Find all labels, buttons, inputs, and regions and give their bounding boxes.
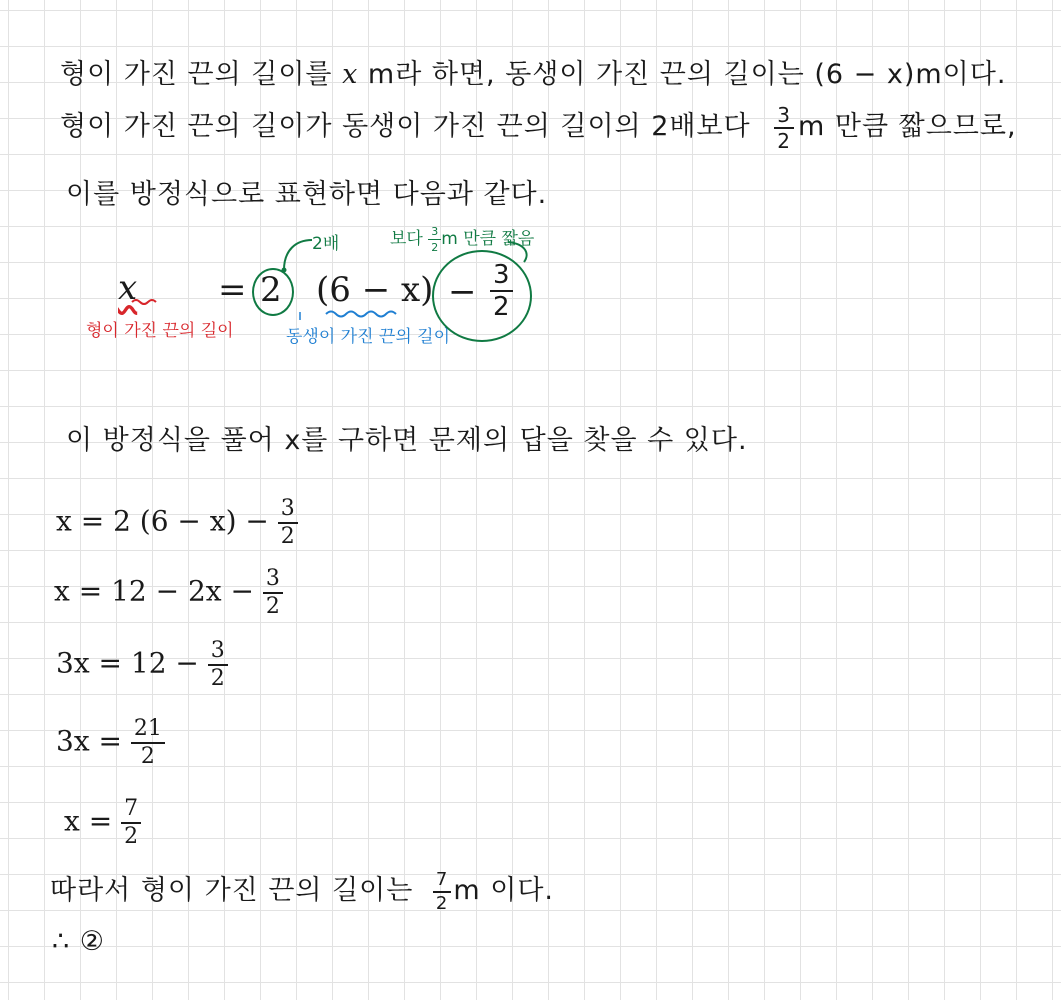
step-1 <box>56 498 298 548</box>
intro-line-2-text-b: m 만큼 짧으므로, <box>797 111 1017 142</box>
label-shorter-text-a: 보다 <box>390 229 423 249</box>
fraction-denominator: 2 <box>280 524 295 549</box>
step-1-fraction <box>278 498 298 548</box>
step-1-lhs: x = <box>56 504 105 538</box>
step-3-fraction <box>208 640 228 690</box>
solve-intro: 이 방정식을 풀어 x를 구하면 문제의 답을 찾을 수 있다. <box>66 425 748 456</box>
fraction-denominator: 2 <box>431 240 439 254</box>
intro-line-1-text-b: m라 하면, 동생이 가진 끈의 길이는 (6 − x)m이다. <box>358 59 1007 90</box>
fraction-numerator: 7 <box>121 798 141 824</box>
fraction-numerator: 3 <box>490 262 513 292</box>
fraction-denominator: 2 <box>265 594 280 619</box>
step-3-lhs: 3x = <box>56 646 122 680</box>
fraction-numerator: 3 <box>428 226 441 240</box>
fraction-denominator: 2 <box>435 892 449 914</box>
label-younger-length: 동생이 가진 끈의 길이 <box>286 327 451 347</box>
fraction-numerator: 3 <box>774 105 794 129</box>
fraction-denominator: 2 <box>140 744 155 769</box>
fraction-numerator: 3 <box>278 498 298 524</box>
fraction-numerator: 3 <box>208 640 228 666</box>
fraction-numerator: 7 <box>433 871 451 893</box>
label-twice: 2배 <box>312 234 340 254</box>
setup-paren: (6 − x) <box>316 270 434 310</box>
conclusion-text-a: 따라서 형이 가진 끈의 길이는 <box>50 875 414 906</box>
fraction-denominator: 2 <box>777 128 791 153</box>
step-4-lhs: 3x = <box>56 724 122 758</box>
step-1-body: 2 (6 − x) − <box>113 504 269 538</box>
answer: ∴ ② <box>52 926 105 957</box>
label-older-length: 형이 가진 끈의 길이 <box>86 321 234 341</box>
conclusion-text-b: m 이다. <box>453 875 555 906</box>
step-5-lhs: x = <box>64 804 113 838</box>
intro-line-1-text-a: 형이 가진 끈의 길이를 <box>60 59 343 90</box>
fraction-denominator: 2 <box>493 292 510 322</box>
step-5-fraction <box>121 798 141 848</box>
step-2-body: 12 − 2x − <box>111 574 254 608</box>
step-4 <box>56 718 165 768</box>
fraction-numerator: 21 <box>131 718 165 744</box>
step-2 <box>54 568 283 618</box>
step-3-body: 12 − <box>130 646 199 680</box>
conclusion-fraction <box>433 868 451 914</box>
step-3 <box>56 640 228 690</box>
setup-minus: − <box>448 272 477 312</box>
fraction-numerator: 3 <box>263 568 283 594</box>
setup-equals: = <box>218 270 247 310</box>
step-4-fraction <box>131 718 165 768</box>
setup-coef: 2 <box>260 270 282 310</box>
intro-line-3: 이를 방정식으로 표현하면 다음과 같다. <box>66 179 548 210</box>
intro-line-2-text-a: 형이 가진 끈의 길이가 동생이 가진 끈의 길이의 2배보다 <box>60 111 751 142</box>
fraction-denominator: 2 <box>210 666 225 691</box>
intro-line-1-variable: x <box>342 59 359 90</box>
step-2-fraction <box>263 568 283 618</box>
step-2-lhs: x = <box>54 574 103 608</box>
fraction-denominator: 2 <box>124 824 139 849</box>
setup-lhs: x <box>118 268 138 308</box>
step-5 <box>64 798 141 848</box>
label-shorter-text-b: m 만큼 짧음 <box>441 229 535 249</box>
conclusion <box>50 868 554 913</box>
